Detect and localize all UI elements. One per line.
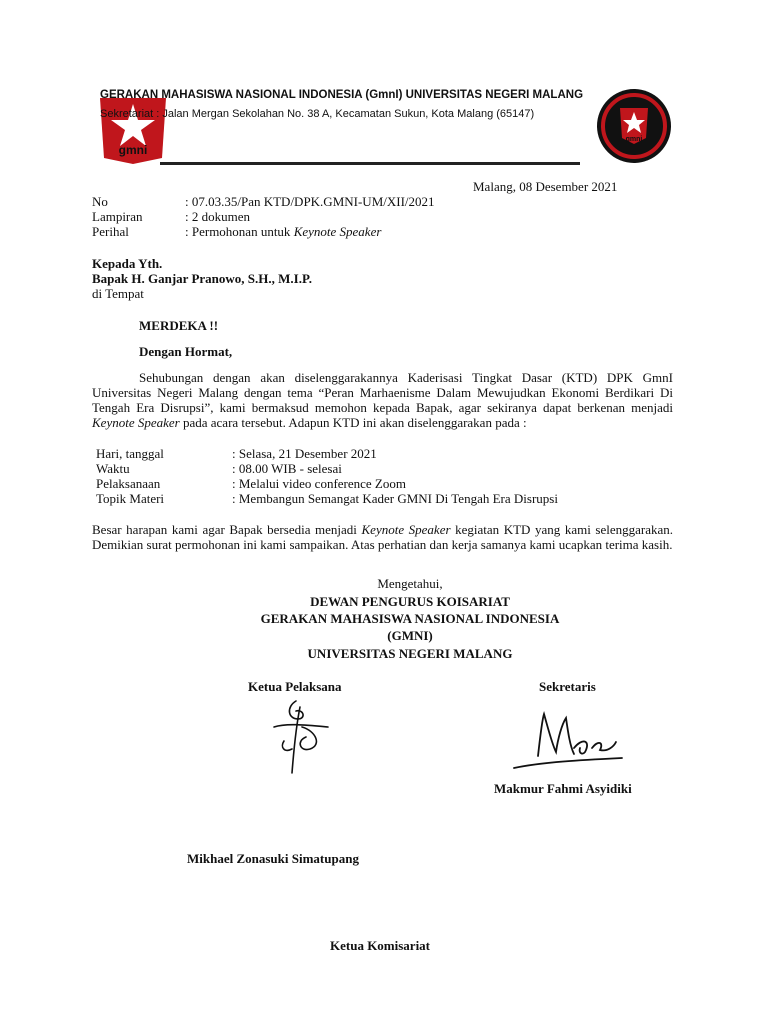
- body1-text-b: pada acara tersebut. Adapun KTD ini akan diselenggarakan pada :: [179, 415, 527, 430]
- gmni-logo-right: [596, 88, 672, 164]
- secretariat-address: Sekretariat : Jalan Mergan Sekolahan No. 38 A, Kecamatan Sukun, Kota Malang (65147): [100, 108, 535, 120]
- greeting-merdeka: MERDEKA !!: [139, 318, 219, 333]
- perihal-text: : Permohonan untuk: [185, 224, 294, 239]
- closing-org-1: DEWAN PENGURUS KOISARIAT: [310, 594, 510, 609]
- svg-text:gmni: gmni: [625, 136, 643, 143]
- detail-pelaksanaan-label: Pelaksanaan: [96, 476, 161, 491]
- detail-topik-label: Topik Materi: [96, 491, 165, 506]
- greeting-hormat: Dengan Hormat,: [139, 344, 233, 359]
- recipient-line1: Kepada Yth.: [92, 256, 163, 271]
- meta-lampiran-value: : 2 dokumen: [185, 209, 250, 224]
- meta-lampiran-label: Lampiran: [92, 209, 143, 224]
- meta-no-value: : 07.03.35/Pan KTD/DPK.GMNI-UM/XII/2021: [185, 194, 435, 209]
- sig-right-name: Makmur Fahmi Asyidiki: [494, 781, 632, 796]
- letter-date: Malang, 08 Desember 2021: [473, 179, 618, 194]
- body2-italic: Keynote Speaker: [361, 522, 451, 537]
- svg-text:gmni: gmni: [118, 143, 148, 157]
- closing-org-2: GERAKAN MAHASISWA NASIONAL INDONESIA: [260, 611, 560, 626]
- closing-mengetahui: Mengetahui,: [377, 576, 443, 591]
- meta-perihal-value: [185, 224, 381, 239]
- recipient-place: di Tempat: [92, 286, 144, 301]
- closing-org-4: UNIVERSITAS NEGERI MALANG: [307, 646, 513, 661]
- meta-no-label: No: [92, 194, 108, 209]
- sig-right-title: Sekretaris: [539, 679, 596, 694]
- body-paragraph-1: [92, 370, 673, 430]
- recipient-name: Bapak H. Ganjar Pranowo, S.H., M.I.P.: [92, 271, 312, 286]
- perihal-italic: Keynote Speaker: [293, 224, 382, 239]
- body1-text-a: Sehubungan dengan akan diselenggarakannya Kaderisasi Tingkat Dasar (KTD) DPK GmnI Universitas Negeri Malang dengan tema “Peran Marhaenisme Dalam Mewujudkan Ekonomi Berdikari Di Tengah Era Disrupsi”, kami bermaksud memohon kepada Bapak, agar sekiranya dapat berkenan menjadi: [92, 370, 673, 415]
- detail-hari-label: Hari, tanggal: [96, 446, 164, 461]
- detail-pelaksanaan-value: : Melalui video conference Zoom: [232, 476, 406, 491]
- meta-perihal-label: Perihal: [92, 224, 129, 239]
- closing-org-3: (GMNI): [387, 628, 433, 643]
- sig-bottom-title: Ketua Komisariat: [330, 938, 431, 953]
- body-paragraph-2: [92, 522, 673, 552]
- signature-left-image: [266, 697, 338, 779]
- body2-text-b: kegiatan KTD yang kami selenggarakan. Demikian surat permohonan ini kami sampaikan. Atas perhatian dan kerja samanya kami ucapkan terima kasih.: [92, 522, 674, 552]
- body2-text-a: Besar harapan kami agar Bapak bersedia menjadi: [92, 522, 362, 537]
- org-header: GERAKAN MAHASISWA NASIONAL INDONESIA (GmnI) UNIVERSITAS NEGERI MALANG: [100, 89, 584, 101]
- signature-right-image: [512, 708, 624, 772]
- sig-left-title: Ketua Pelaksana: [248, 679, 342, 694]
- header-divider: [160, 162, 580, 165]
- detail-waktu-label: Waktu: [96, 461, 130, 476]
- detail-topik-value: : Membangun Semangat Kader GMNI Di Tengah Era Disrupsi: [232, 491, 558, 506]
- body1-italic: Keynote Speaker: [92, 415, 180, 430]
- detail-waktu-value: : 08.00 WIB - selesai: [232, 461, 342, 476]
- detail-hari-value: : Selasa, 21 Desember 2021: [232, 446, 377, 461]
- sig-left-name: Mikhael Zonasuki Simatupang: [187, 851, 359, 866]
